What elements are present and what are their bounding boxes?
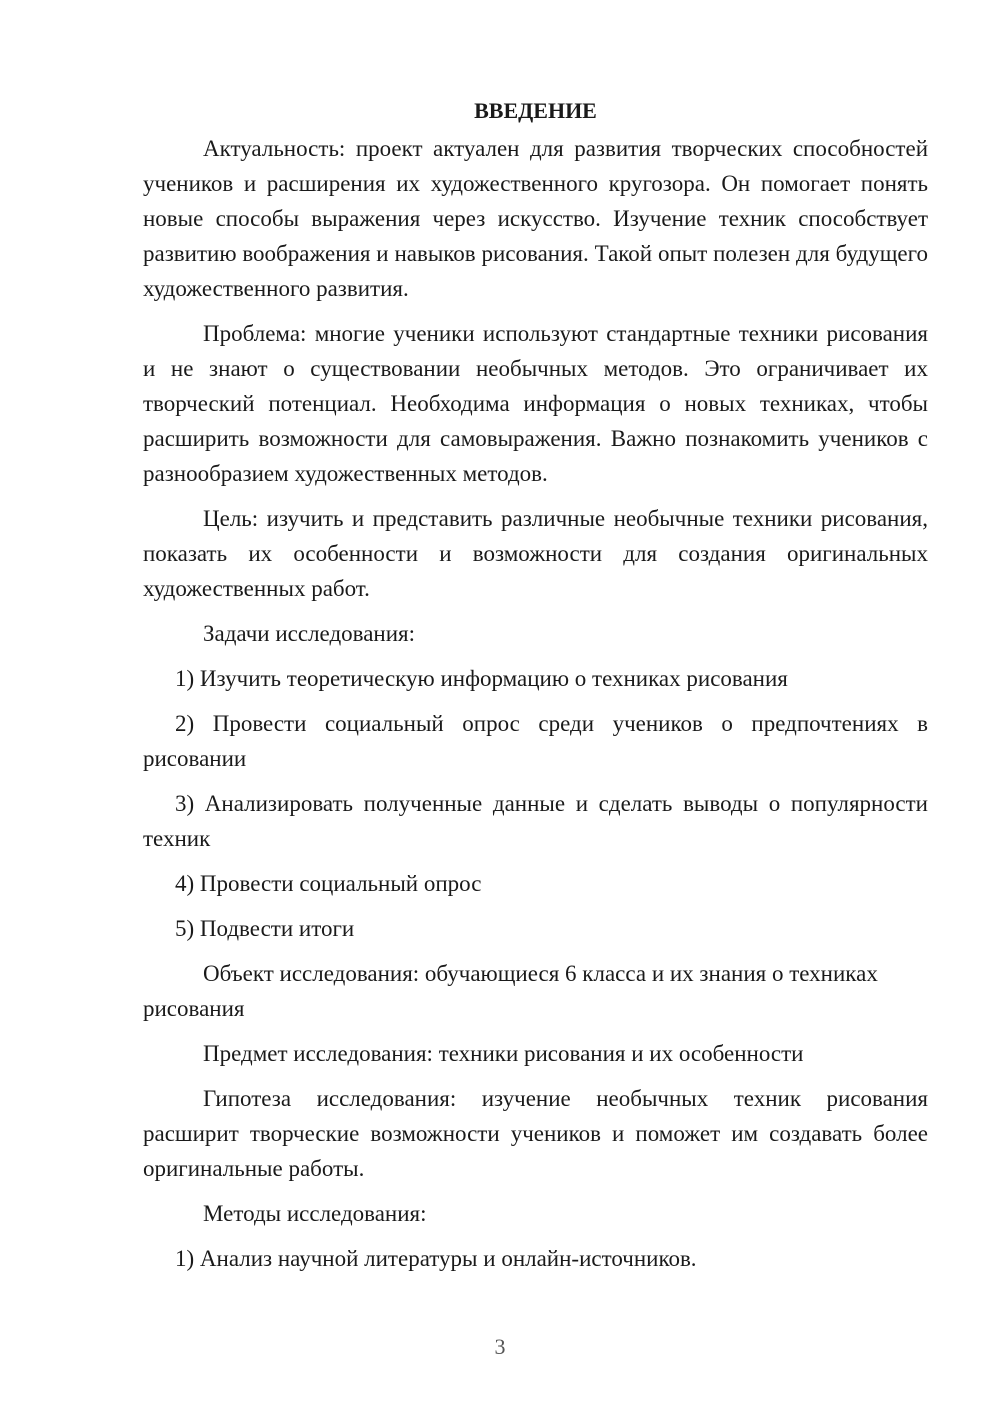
methods-title: Методы исследования: [203, 1201, 427, 1226]
hypothesis-paragraph: Гипотеза исследования: изучение необычных техник рисования расширит творческие возможности учеников и поможет им создавать более оригинальные работы. [143, 1086, 928, 1181]
task-item: 1) Изучить теоретическую информацию о техниках рисования [175, 666, 788, 691]
task-item: 3) Анализировать полученные данные и сделать выводы о популярности техник [143, 791, 928, 851]
tasks-title: Задачи исследования: [203, 621, 416, 646]
method-item: 1) Анализ научной литературы и онлайн-источников. [175, 1246, 697, 1271]
section-heading: ВВЕДЕНИЕ [474, 98, 597, 123]
task-item: 4) Провести социальный опрос [175, 871, 482, 896]
task-item: 2) Провести социальный опрос среди учеников о предпочтениях в рисовании [143, 711, 928, 771]
relevance-paragraph: Актуальность: проект актуален для развития творческих способностей учеников и расширения их художественного кругозора. Он помогает понять новые способы выражения через искусство. Изучение техник способствует развитию воображения и навыков рисования. Такой опыт полезен для будущего художественного развития. [143, 136, 928, 301]
subject-paragraph: Предмет исследования: техники рисования и их особенности [203, 1041, 804, 1066]
task-item: 5) Подвести итоги [175, 916, 355, 941]
problem-paragraph: Проблема: многие ученики используют стандартные техники рисования и не знают о существовании необычных методов. Это ограничивает их творческий потенциал. Необходима информация о новых техниках, чтобы расширить возможности для самовыражения. Важно познакомить учеников с разнообразием художественных методов. [143, 321, 928, 486]
page-number: 3 [494, 1334, 506, 1359]
goal-paragraph: Цель: изучить и представить различные необычные техники рисования, показать их особенности и возможности для создания оригинальных художественных работ. [143, 506, 928, 601]
page-content [143, 96, 928, 1286]
object-paragraph: Объект исследования: обучающиеся 6 класса и их знания о техниках рисования [143, 961, 878, 1021]
